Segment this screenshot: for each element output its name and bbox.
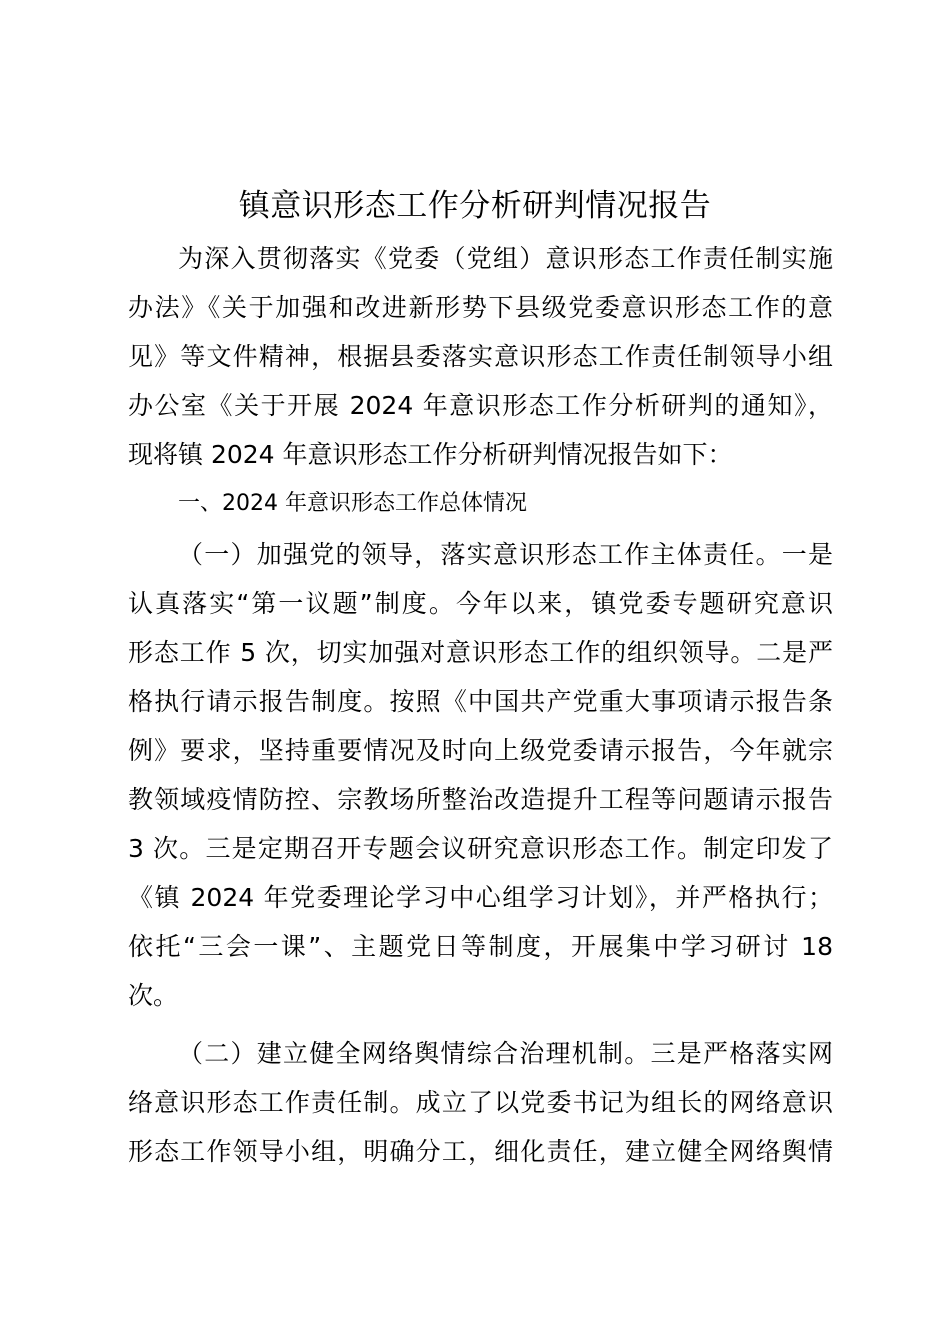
text-line: 3 次。三是定期召开专题会议研究意识形态工作。制定印发了 (128, 834, 833, 863)
text-line: 办公室《关于开展 2024 年意识形态工作分析研判的通知》， (128, 391, 833, 420)
text-line: （二）建立健全网络舆情综合治理机制。三是严格落实网 (178, 1039, 833, 1068)
paragraph-section-one (128, 530, 833, 1020)
text-line: 现将镇 2024 年意识形态工作分析研判情况报告如下： (128, 440, 733, 469)
text-line: 依托“三会一课”、主题党日等制度，开展集中学习研讨 18 (128, 932, 833, 961)
section-heading: 一、2024 年意识形态工作总体情况 (178, 491, 527, 516)
text-line: 形态工作 5 次，切实加强对意识形态工作的组织领导。二是严 (128, 638, 833, 667)
text-line: 络意识形态工作责任制。成立了以党委书记为组长的网络意识 (128, 1088, 833, 1117)
text-line: 办法》《关于加强和改进新形势下县级党委意识形态工作的意 (128, 293, 833, 322)
text-line: 例》要求，坚持重要情况及时向上级党委请示报告，今年就宗 (128, 736, 833, 765)
text-line: 见》等文件精神，根据县委落实意识形态工作责任制领导小组 (128, 342, 833, 371)
text-line: 认真落实“第一议题”制度。今年以来，镇党委专题研究意识 (128, 589, 833, 618)
text-line: 教领域疫情防控、宗教场所整治改造提升工程等问题请示报告 (128, 785, 833, 814)
text-line: 《镇 2024 年党委理论学习中心组学习计划》，并严格执行； (128, 883, 833, 912)
text-line: 格执行请示报告制度。按照《中国共产党重大事项请示报告条 (128, 687, 833, 716)
paragraph-intro (128, 234, 833, 479)
text-line: （一）加强党的领导，落实意识形态工作主体责任。一是 (178, 540, 833, 569)
text-line: 形态工作领导小组，明确分工，细化责任，建立健全网络舆情 (128, 1137, 833, 1166)
text-line: 次。 (128, 981, 179, 1010)
paragraph-section-two (128, 1029, 833, 1176)
text-line: 为深入贯彻落实《党委（党组）意识形态工作责任制实施 (178, 244, 833, 273)
document-title: 镇意识形态工作分析研判情况报告 (238, 188, 712, 224)
